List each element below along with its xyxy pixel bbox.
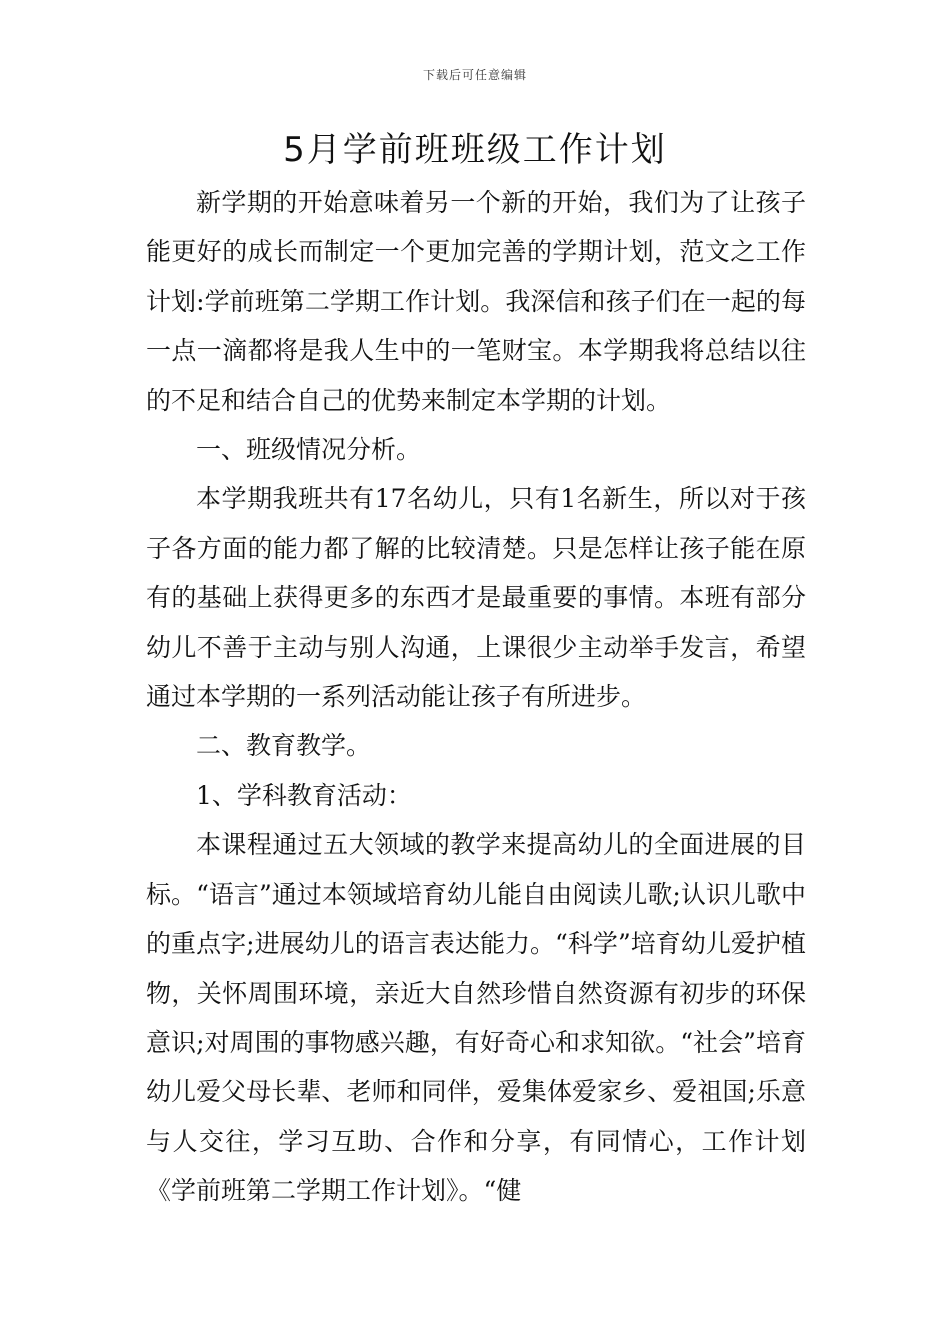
class-analysis-paragraph: 本学期我班共有17名幼儿，只有1名新生，所以对于孩子各方面的能力都了解的比较清楚。只是怎样让孩子能在原有的基础上获得更多的东西才是最重要的事情。本班有部分幼儿不善于主动与别人沟通，上课很少主动举手发言，希望通过本学期的一系列活动能让孩子有所进步。 <box>146 484 806 712</box>
section-heading-class-analysis: 一、班级情况分析。 <box>196 435 422 465</box>
intro-paragraph: 新学期的开始意味着另一个新的开始，我们为了让孩子能更好的成长而制定一个更加完善的学期计划，范文之工作计划:学前班第二学期工作计划。我深信和孩子们在一起的每一点一滴都将是我人生中的一笔财宝。本学期我将总结以往的不足和结合自己的优势来制定本学期的计划。 <box>146 188 806 415</box>
subsection-heading-subject-activities: 1、学科教育活动： <box>196 780 412 810</box>
section-heading-education: 二、教育教学。 <box>196 731 372 761</box>
page-title: 5月学前班班级工作计划 <box>283 130 667 170</box>
header-note: 下载后可任意编辑 <box>422 68 527 82</box>
subject-activities-paragraph: 本课程通过五大领域的教学来提高幼儿的全面进展的目标。“语言”通过本领域培育幼儿能自由阅读儿歌;认识儿歌中的重点字;进展幼儿的语言表达能力。“科学”培育幼儿爱护植物，关怀周围环境，亲近大自然珍惜自然资源有初步的环保意识;对周围的事物感兴趣，有好奇心和求知欲。“社会”培育幼儿爱父母长辈、老师和同伴，爱集体爱家乡、爱祖国;乐意与人交往，学习互助、合作和分享，有同情心，工作计划《学前班第二学期工作计划》。“健 <box>146 830 806 1206</box>
document-body <box>146 178 806 1216</box>
